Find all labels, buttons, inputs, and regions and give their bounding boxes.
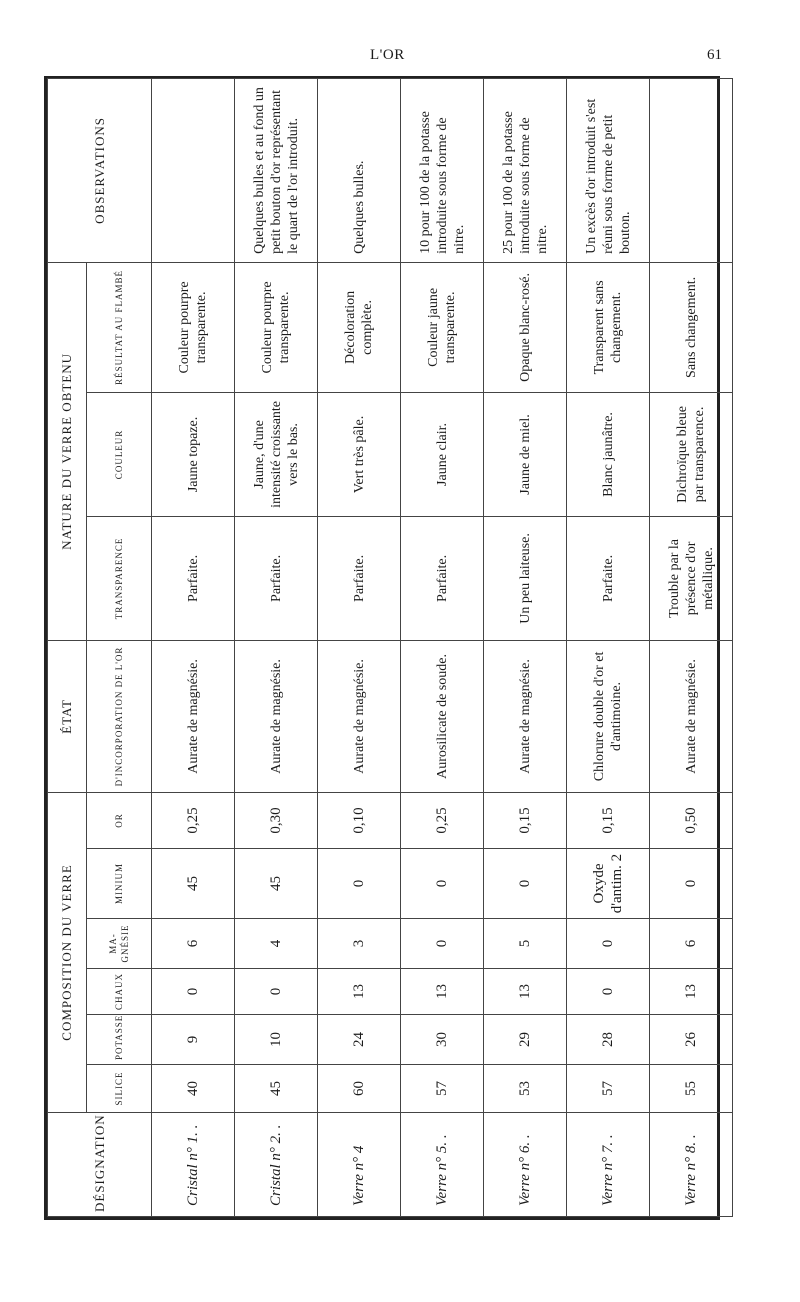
cell-magnesie: 6 bbox=[152, 919, 235, 969]
cell-couleur: Blanc jaunâtre. bbox=[567, 392, 650, 516]
cell-magnesie: 5 bbox=[484, 919, 567, 969]
cell-designation: Verre n° 4 bbox=[318, 1113, 401, 1217]
table-row bbox=[235, 78, 318, 1216]
cell-potasse: 10 bbox=[235, 1015, 318, 1065]
cell-potasse: 28 bbox=[567, 1015, 650, 1065]
header-observations: OBSERVATIONS bbox=[48, 78, 152, 262]
cell-minium: 0 bbox=[401, 849, 484, 919]
cell-observations: 10 pour 100 de la potasse introduite sous forme de nitre. bbox=[401, 78, 484, 262]
cell-designation: Verre n° 8. . bbox=[650, 1113, 733, 1217]
cell-etat: Chlorure double d'or et d'antimoine. bbox=[567, 640, 650, 792]
header-chaux: CHAUX bbox=[87, 969, 152, 1015]
cell-or: 0,10 bbox=[318, 792, 401, 848]
cell-flambe: Couleur jaune transparente. bbox=[401, 262, 484, 392]
cell-designation: Verre n° 7. . bbox=[567, 1113, 650, 1217]
cell-or: 0,15 bbox=[567, 792, 650, 848]
header-transparence: TRANSPARENCE bbox=[87, 516, 152, 640]
header-or: OR bbox=[87, 792, 152, 848]
table-row bbox=[484, 78, 567, 1216]
cell-chaux: 13 bbox=[484, 969, 567, 1015]
cell-minium: 0 bbox=[650, 849, 733, 919]
cell-couleur: Dichroïque bleue par transparence. bbox=[650, 392, 733, 516]
cell-flambe: Opaque blanc-rosé. bbox=[484, 262, 567, 392]
header-designation: DÉSIGNATION bbox=[48, 1113, 152, 1217]
cell-flambe: Transparent sans changement. bbox=[567, 262, 650, 392]
cell-couleur: Jaune de miel. bbox=[484, 392, 567, 516]
table-row bbox=[650, 78, 733, 1216]
cell-potasse: 9 bbox=[152, 1015, 235, 1065]
cell-transparence: Parfaite. bbox=[152, 516, 235, 640]
header-flambe: RÉSULTAT AU FLAMBÉ bbox=[87, 262, 152, 392]
running-head bbox=[0, 47, 800, 69]
header-nature: NATURE DU VERRE OBTENU bbox=[48, 262, 87, 640]
cell-etat: Aurosilicate de soude. bbox=[401, 640, 484, 792]
cell-chaux: 0 bbox=[152, 969, 235, 1015]
cell-magnesie: 4 bbox=[235, 919, 318, 969]
cell-chaux: 0 bbox=[235, 969, 318, 1015]
cell-silice: 60 bbox=[318, 1065, 401, 1113]
cell-couleur: Jaune, d'une intensité croissante vers le bas. bbox=[235, 392, 318, 516]
cell-observations: Un excès d'or introduit s'est réuni sous forme de petit bouton. bbox=[567, 78, 650, 262]
cell-silice: 40 bbox=[152, 1065, 235, 1113]
header-incorporation: D'INCORPORATION DE L'OR bbox=[87, 640, 152, 792]
data-table bbox=[44, 76, 720, 1220]
cell-silice: 55 bbox=[650, 1065, 733, 1113]
cell-chaux: 13 bbox=[318, 969, 401, 1015]
cell-couleur: Jaune clair. bbox=[401, 392, 484, 516]
cell-flambe: Sans changement. bbox=[650, 262, 733, 392]
cell-or: 0,15 bbox=[484, 792, 567, 848]
cell-designation: Verre n° 5. . bbox=[401, 1113, 484, 1217]
cell-magnesie: 0 bbox=[401, 919, 484, 969]
cell-designation: Cristal n° 2. . bbox=[235, 1113, 318, 1217]
cell-designation: Cristal n° 1. . bbox=[152, 1113, 235, 1217]
cell-etat: Aurate de magnésie. bbox=[650, 640, 733, 792]
cell-potasse: 29 bbox=[484, 1015, 567, 1065]
cell-designation: Verre n° 6. . bbox=[484, 1113, 567, 1217]
header-etat: ÉTAT bbox=[48, 640, 87, 792]
cell-minium: 45 bbox=[152, 849, 235, 919]
cell-or: 0,50 bbox=[650, 792, 733, 848]
cell-etat: Aurate de magnésie. bbox=[318, 640, 401, 792]
cell-flambe: Décoloration complète. bbox=[318, 262, 401, 392]
header-potasse: POTASSE bbox=[87, 1015, 152, 1065]
cell-etat: Aurate de magnésie. bbox=[484, 640, 567, 792]
running-title: L'OR bbox=[370, 47, 405, 63]
cell-observations: 25 pour 100 de la potasse introduite sous forme de nitre. bbox=[484, 78, 567, 262]
cell-transparence: Parfaite. bbox=[318, 516, 401, 640]
cell-silice: 57 bbox=[567, 1065, 650, 1113]
cell-chaux: 0 bbox=[567, 969, 650, 1015]
cell-magnesie: 3 bbox=[318, 919, 401, 969]
cell-etat: Aurate de magnésie. bbox=[152, 640, 235, 792]
cell-minium: 0 bbox=[484, 849, 567, 919]
page-number: 61 bbox=[707, 47, 722, 63]
cell-silice: 53 bbox=[484, 1065, 567, 1113]
cell-potasse: 24 bbox=[318, 1015, 401, 1065]
cell-transparence: Parfaite. bbox=[567, 516, 650, 640]
cell-transparence: Parfaite. bbox=[401, 516, 484, 640]
cell-magnesie: 0 bbox=[567, 919, 650, 969]
cell-chaux: 13 bbox=[650, 969, 733, 1015]
cell-or: 0,25 bbox=[152, 792, 235, 848]
cell-minium: 0 bbox=[318, 849, 401, 919]
cell-potasse: 30 bbox=[401, 1015, 484, 1065]
cell-couleur: Vert très pâle. bbox=[318, 392, 401, 516]
cell-potasse: 26 bbox=[650, 1015, 733, 1065]
cell-observations: Quelques bulles et au fond un petit bouton d'or représentant le quart de l'or introduit. bbox=[235, 78, 318, 262]
cell-flambe: Couleur pourpre transparente. bbox=[152, 262, 235, 392]
cell-transparence: Parfaite. bbox=[235, 516, 318, 640]
table-row bbox=[401, 78, 484, 1216]
table-row bbox=[152, 78, 235, 1216]
cell-observations: Quelques bulles. bbox=[318, 78, 401, 262]
header-couleur: COULEUR bbox=[87, 392, 152, 516]
header-minium: MINIUM bbox=[87, 849, 152, 919]
table-row bbox=[318, 78, 401, 1216]
cell-minium: 45 bbox=[235, 849, 318, 919]
cell-flambe: Couleur pourpre transparente. bbox=[235, 262, 318, 392]
header-silice: SILICE bbox=[87, 1065, 152, 1113]
cell-magnesie: 6 bbox=[650, 919, 733, 969]
table-row bbox=[567, 78, 650, 1216]
header-composition: COMPOSITION DU VERRE bbox=[48, 792, 87, 1112]
cell-couleur: Jaune topaze. bbox=[152, 392, 235, 516]
cell-silice: 45 bbox=[235, 1065, 318, 1113]
cell-chaux: 13 bbox=[401, 969, 484, 1015]
cell-observations bbox=[650, 78, 733, 262]
cell-minium: Oxyde d'antim. 2 bbox=[567, 849, 650, 919]
cell-observations bbox=[152, 78, 235, 262]
cell-or: 0,25 bbox=[401, 792, 484, 848]
cell-or: 0,30 bbox=[235, 792, 318, 848]
cell-silice: 57 bbox=[401, 1065, 484, 1113]
cell-etat: Aurate de magnésie. bbox=[235, 640, 318, 792]
cell-transparence: Un peu laiteuse. bbox=[484, 516, 567, 640]
cell-transparence: Trouble par la présence d'or métallique. bbox=[650, 516, 733, 640]
header-magnesie: MA-GNÉSIE bbox=[87, 919, 152, 969]
